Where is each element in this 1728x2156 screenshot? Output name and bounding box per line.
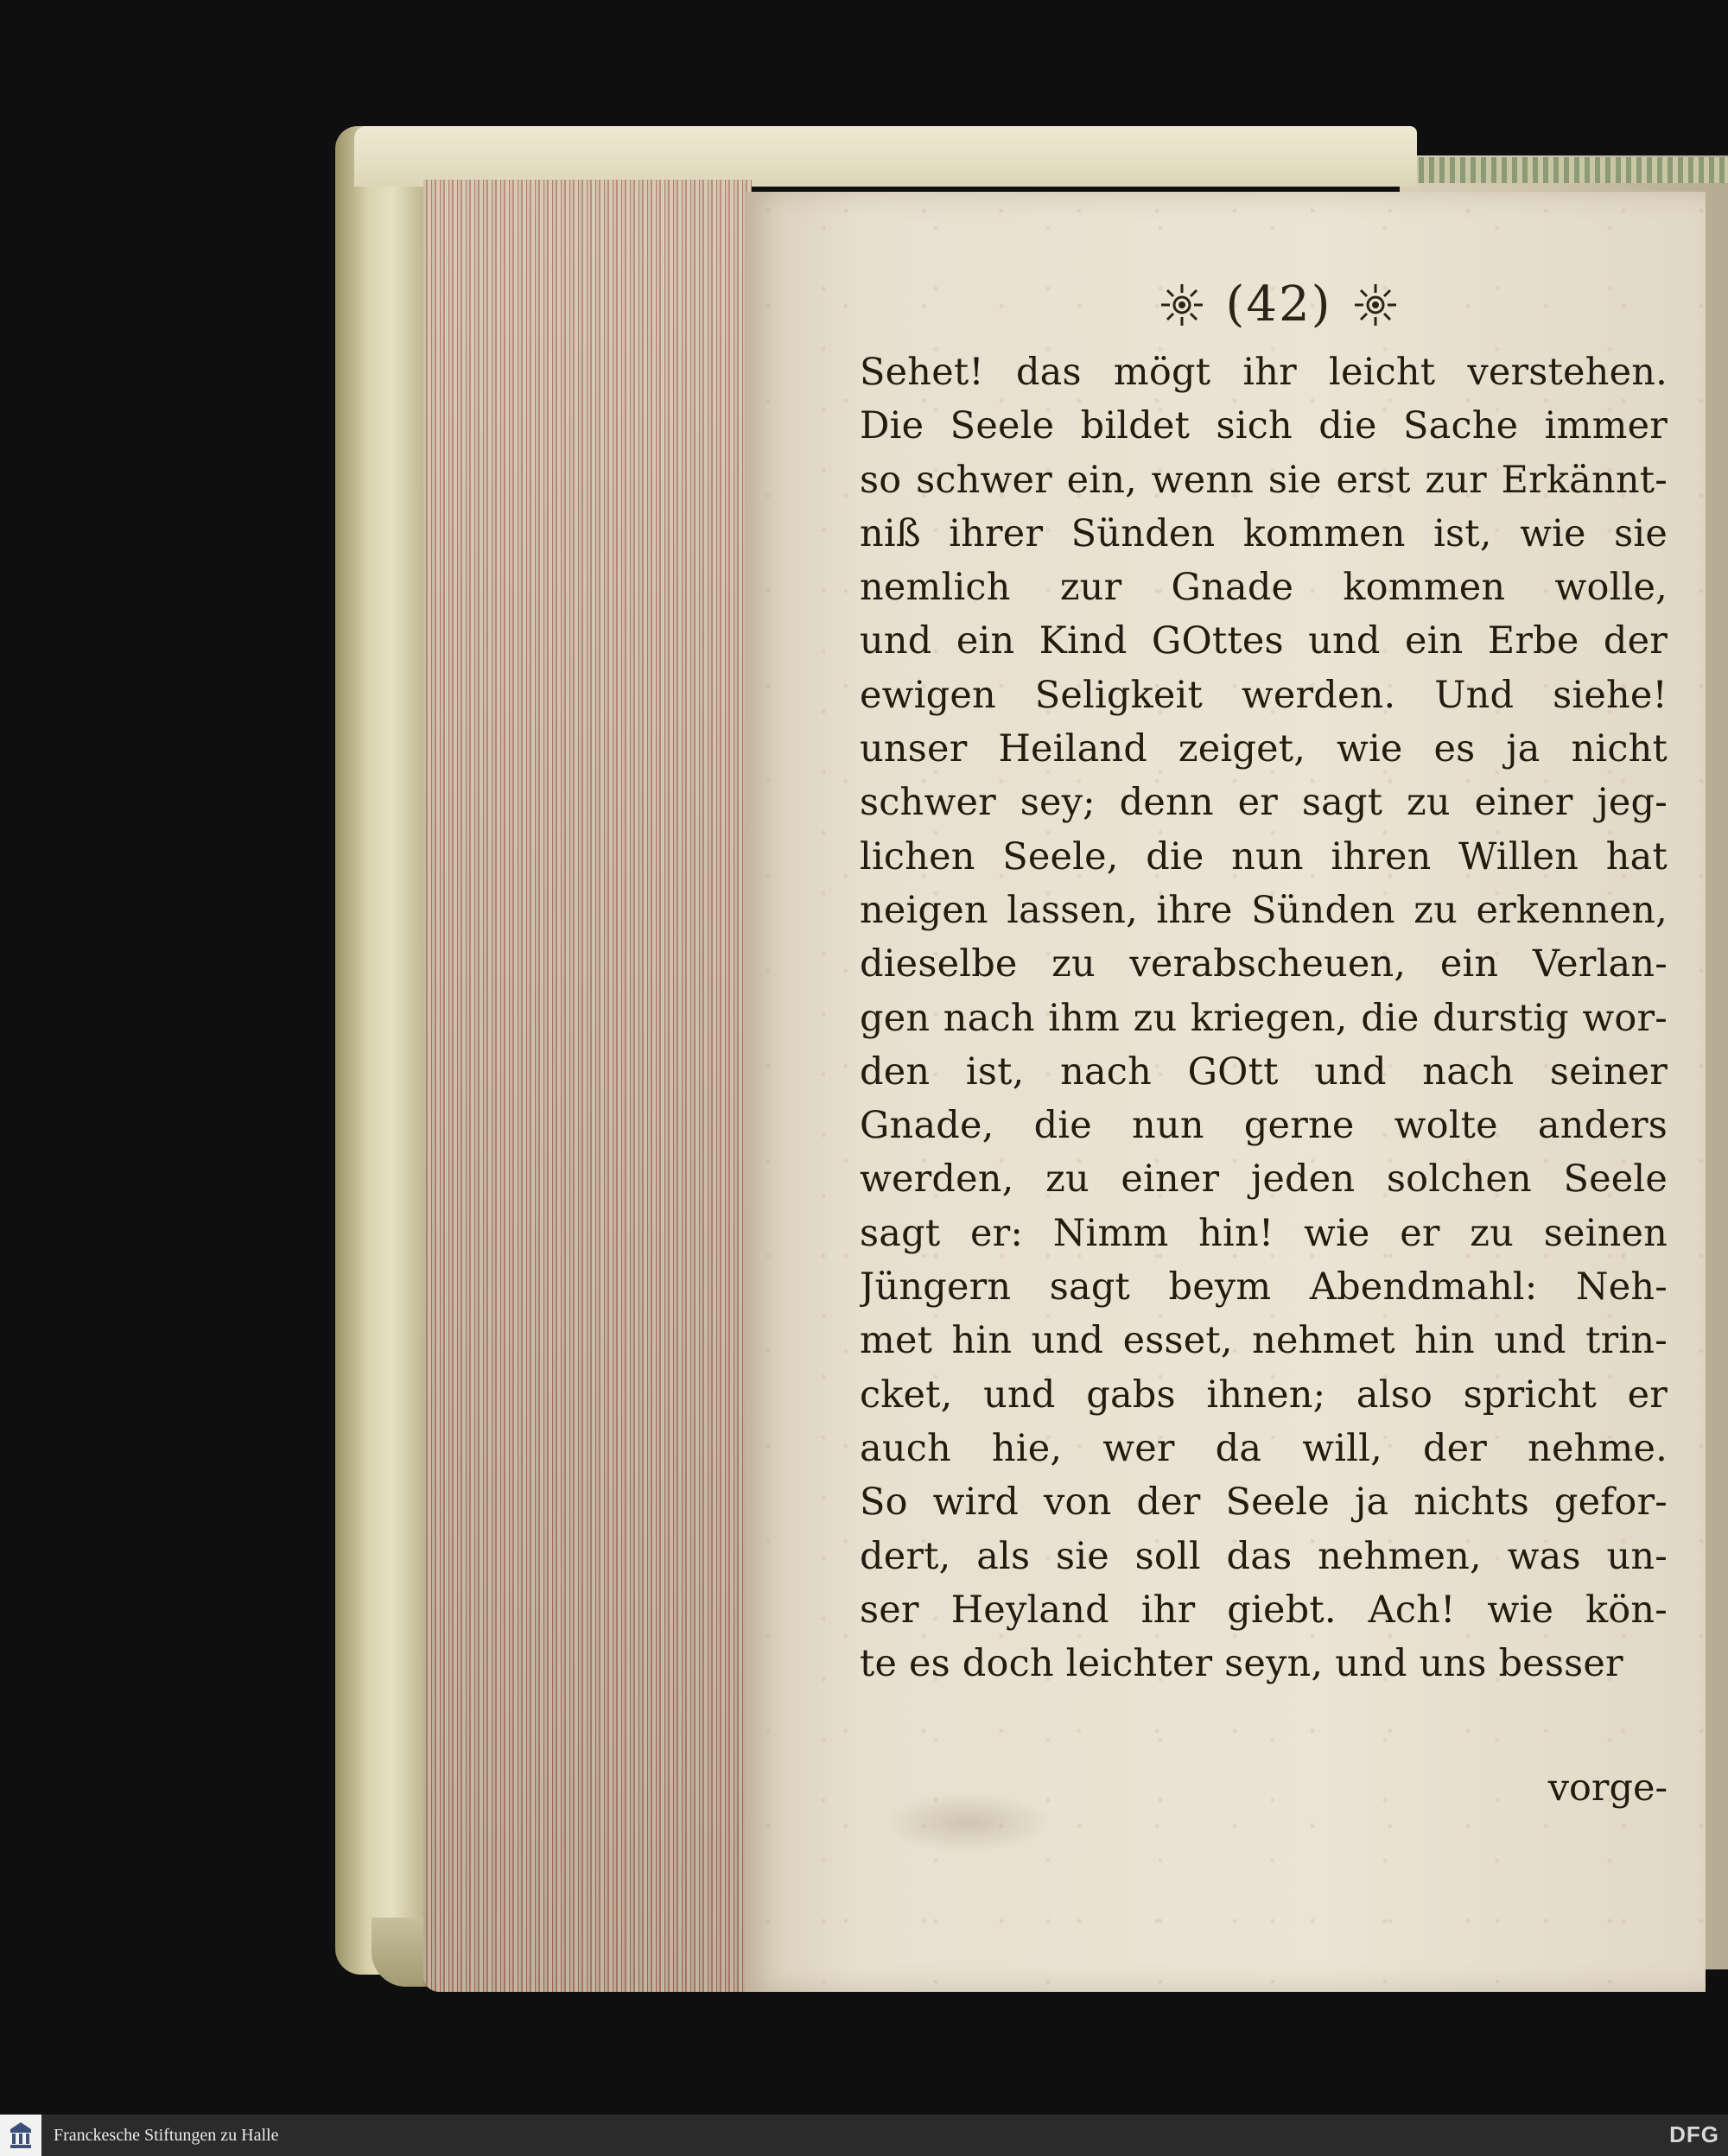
ink-bleed-through <box>881 1792 1054 1853</box>
text-line: ewigen Seligkeit werden. Und siehe! <box>860 673 1668 717</box>
sun-ornament-icon <box>1159 282 1205 328</box>
page-header <box>1115 275 1443 335</box>
vellum-cover-spine <box>335 126 430 1975</box>
dfg-logo[interactable]: DFG <box>1669 2121 1719 2147</box>
text-line: dert, als sie soll das nehmen, was un- <box>860 1534 1668 1578</box>
text-line: dieselbe zu verabscheuen, ein Verlan- <box>860 942 1668 986</box>
text-line: den ist, nach GOtt und nach seiner <box>860 1049 1668 1094</box>
text-line: sagt er: Nimm hin! wie er zu seinen <box>860 1211 1668 1255</box>
text-line: schwer sey; denn er sagt zu einer jeg- <box>860 781 1668 825</box>
text-line: cket, und gabs ihnen; also spricht er <box>860 1373 1668 1417</box>
text-line: met hin und esset, nehmet hin und trin- <box>860 1319 1668 1363</box>
catchword: vorge- <box>1547 1766 1668 1810</box>
text-line: unser Heiland zeiget, wie es ja nicht <box>860 727 1668 771</box>
red-sprinkled-page-edges <box>423 180 752 1992</box>
text-line: neigen lassen, ihre Sünden zu erkennen, <box>860 888 1668 932</box>
institution-name[interactable]: Franckesche Stiftungen zu Halle <box>54 2125 279 2145</box>
text-line: ser Heyland ihr giebt. Ach! wie kön- <box>860 1588 1668 1632</box>
text-line: So wird von der Seele ja nichts gefor- <box>860 1481 1668 1525</box>
text-line: nemlich zur Gnade kommen wolle, <box>860 566 1668 610</box>
text-line: Gnade, die nun gerne wolte anders <box>860 1104 1668 1148</box>
text-line: werden, zu einer jeden solchen Seele <box>860 1157 1668 1202</box>
facing-page-border <box>1408 157 1728 183</box>
text-line: auch hie, wer da will, der nehme. <box>860 1426 1668 1470</box>
institution-logo-icon[interactable] <box>0 2115 41 2156</box>
text-line: so schwer ein, wenn sie erst zur Erkännt- <box>860 458 1668 502</box>
text-line: gen nach ihm zu kriegen, die durstig wor- <box>860 996 1668 1040</box>
text-line: te es doch leichter seyn, und uns besser <box>860 1642 1623 1686</box>
text-line: und ein Kind GOttes und ein Erbe der <box>860 619 1668 663</box>
sun-ornament-icon <box>1352 282 1399 328</box>
text-line: lichen Seele, die nun ihren Willen hat <box>860 834 1668 878</box>
text-line: Die Seele bildet sich die Sache immer <box>860 404 1668 448</box>
page-number: (42) <box>1225 276 1332 333</box>
vellum-cover-top <box>354 126 1417 187</box>
text-line: Jüngern sagt beym Abendmahl: Neh- <box>860 1265 1668 1309</box>
viewer-footer <box>0 2115 1728 2156</box>
page-text <box>860 346 1668 1690</box>
text-line: niß ihrer Sünden kommen ist, wie sie <box>860 511 1668 555</box>
text-line: Sehet! das mögt ihr leicht verstehen. <box>860 351 1668 394</box>
